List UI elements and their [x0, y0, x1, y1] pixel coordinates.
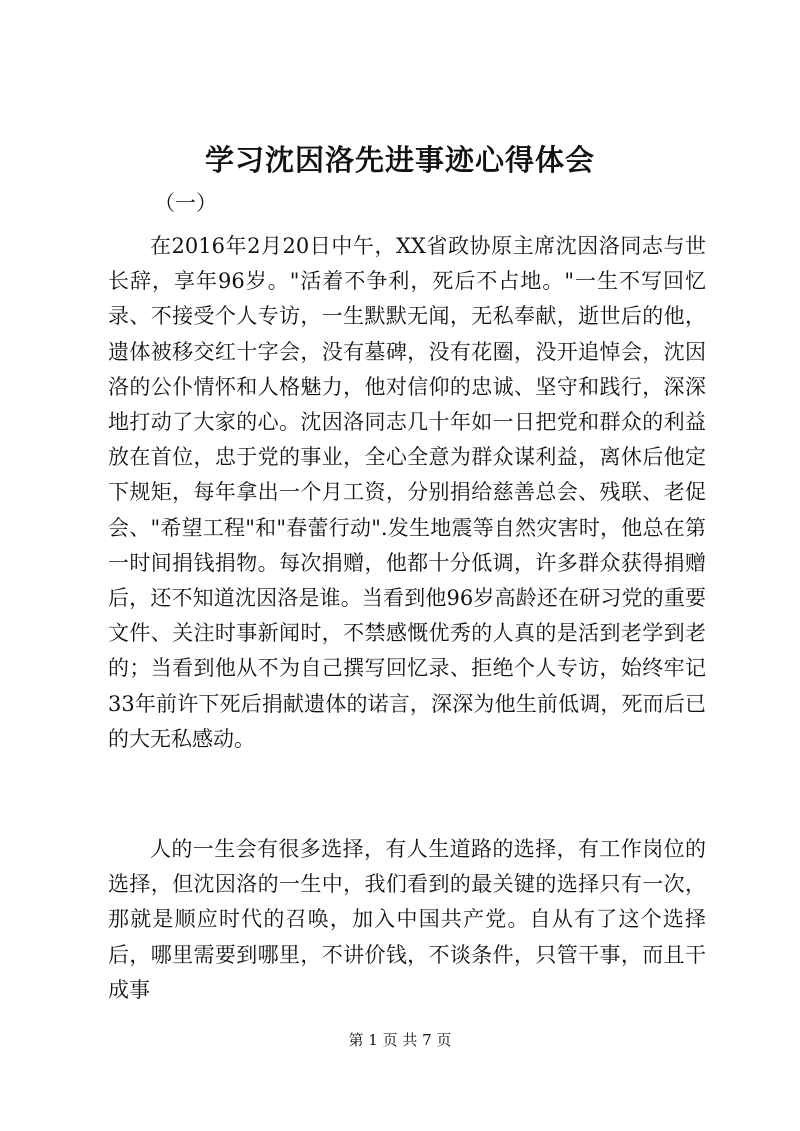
- page-number-footer: 第 1 页 共 7 页: [348, 1031, 452, 1049]
- document-title: 学习沈因洛先进事迹心得体会: [204, 143, 595, 177]
- body-paragraph-2: 人的一生会有很多选择，有人生道路的选择，有工作岗位的选择，但沈因洛的一生中，我们看到的最关键的选择只有一次，那就是顺应时代的召唤，加入中国共产党。自从有了这个选择后，哪里需要到哪里，不讲价钱，不谈条件，只管干事，而且干成事: [108, 837, 706, 1002]
- body-paragraph-1: 在2016年2月20日中午，XX省政协原主席沈因洛同志与世长辞，享年96岁。"活着不争利，死后不占地。"一生不写回忆录、不接受个人专访，一生默默无闻，无私奉献，逝世后的他，遗体被移交红十字会，没有墓碑，没有花圈，没开追悼会，沈因洛的公仆情怀和人格魅力，他对信仰的忠诚、坚守和践行，深深地打动了大家的心。沈因洛同志几十年如一日把党和群众的利益放在首位，忠于党的事业，全心全意为群众谋利益，离休后他定下规矩，每年拿出一个月工资，分别捐给慈善总会、残联、老促会、"希望工程"和"春蕾行动".发生地震等自然灾害时，他总在第一时间捐钱捐物。每次捐赠，他都十分低调，许多群众获得捐赠后，还不知道沈因洛是谁。当看到他96岁高龄还在研习党的重要文件、关注时事新闻时，不禁感慨优秀的人真的是活到老学到老的；当看到他从不为自己撰写回忆录、拒绝个人专访，始终牢记33年前许下死后捐献遗体的诺言，深深为他生前低调，死而后已的大无私感动。: [108, 234, 706, 751]
- section-number: （一）: [154, 191, 217, 215]
